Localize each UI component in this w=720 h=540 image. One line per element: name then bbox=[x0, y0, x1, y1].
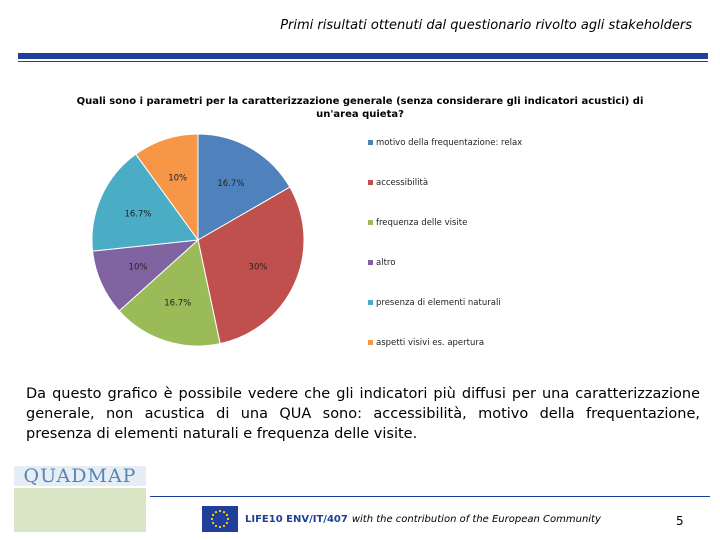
legend-swatch bbox=[368, 340, 373, 345]
pie-data-label: 16.7% bbox=[124, 209, 152, 220]
pie-data-label: 16.7% bbox=[217, 179, 245, 190]
legend-item bbox=[368, 258, 395, 268]
legend-swatch bbox=[368, 300, 373, 305]
slide-header: Primi risultati ottenuti dal questionario rivolto agli stakeholders bbox=[280, 18, 692, 33]
legend-label: altro bbox=[376, 258, 396, 268]
legend-item bbox=[368, 338, 484, 348]
pie-data-label: 10% bbox=[128, 262, 148, 273]
legend-swatch bbox=[368, 220, 373, 225]
chart-title: Quali sono i parametri per la caratterizzazione generale (senza considerare gli indicatori acustici) di un'area quieta? bbox=[76, 96, 644, 120]
footer-text bbox=[245, 514, 601, 525]
eu-flag-icon bbox=[202, 506, 238, 532]
legend-label: accessibilità bbox=[376, 178, 429, 188]
footer-rule bbox=[150, 496, 710, 497]
pie-data-label: 30% bbox=[248, 262, 268, 273]
project-code: LIFE10 ENV/IT/407 bbox=[245, 514, 348, 525]
legend-swatch bbox=[368, 260, 373, 265]
legend-swatch bbox=[368, 140, 373, 145]
legend-swatch bbox=[368, 180, 373, 185]
pie-data-label: 16.7% bbox=[164, 298, 192, 309]
pie-data-label: 10% bbox=[168, 173, 188, 184]
legend-item bbox=[368, 178, 428, 188]
legend-label: aspetti visivi es. apertura bbox=[376, 338, 485, 348]
legend-item bbox=[368, 298, 501, 308]
legend-label: motivo della frequentazione: relax bbox=[376, 138, 523, 148]
legend-item bbox=[368, 218, 467, 228]
logo-illustration bbox=[14, 488, 146, 532]
legend-item bbox=[368, 138, 522, 148]
body-paragraph: Da questo grafico è possibile vedere che gli indicatori più diffusi per una caratterizzazione generale, non acustica di una QUA sono: accessibilità, motivo della frequentazione, presenza di elementi naturali e frequenza delle visite. bbox=[26, 386, 700, 442]
legend-label: presenza di elementi naturali bbox=[376, 298, 501, 308]
quadmap-logo bbox=[14, 466, 146, 534]
logo-wordmark: QUADMAP bbox=[14, 466, 146, 486]
legend-label: frequenza delle visite bbox=[376, 218, 468, 228]
page-number: 5 bbox=[676, 514, 684, 528]
footer-contribution: with the contribution of the European Community bbox=[351, 514, 601, 525]
